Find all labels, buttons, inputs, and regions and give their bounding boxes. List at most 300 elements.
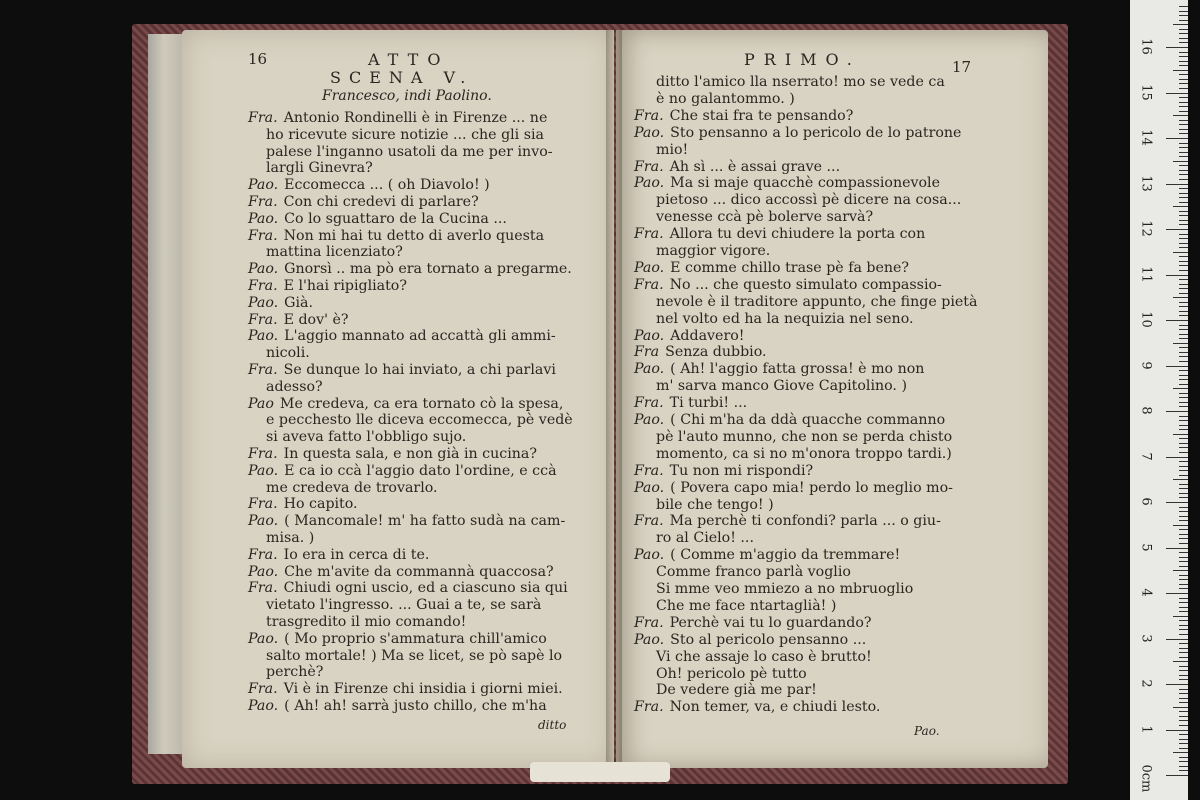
ruler-tick [1166,229,1188,230]
text-line [656,429,952,445]
ruler-tick [1179,234,1188,235]
line-text: ho ricevute sicure notizie ... che gli sia [266,126,545,143]
speaker-label: Pao. [634,327,665,344]
page-number-left: 16 [248,50,268,68]
speaker-label: Fra. [634,276,664,293]
line-text: ( Mo proprio s'ammatura chill'amico [284,630,547,647]
ruler-tick [1179,179,1188,180]
ruler-tick [1179,165,1188,166]
text-line [248,513,565,529]
ruler-tick [1179,543,1188,544]
line-text: trasgredito il mio comando! [266,614,467,630]
ruler-tick [1179,133,1188,134]
running-head-right: PRIMO. [744,50,861,69]
text-line [656,294,977,310]
ruler-tick [1179,279,1188,280]
ruler-tick [1179,520,1188,521]
running-head-left: ATTO [368,50,450,69]
line-text: Ah sì ... è assai grave ... [669,158,841,175]
ruler-tick [1179,666,1188,667]
page-number-right: 17 [952,58,972,76]
ruler-tick [1166,457,1188,458]
ruler-tick [1166,548,1188,549]
line-text: Sto al pericolo pensanno ... [670,631,867,648]
line-text: Vi che assaje lo caso è brutto! [656,648,872,665]
text-line [248,362,556,378]
ruler-tick [1179,625,1188,626]
ruler-tick [1179,397,1188,398]
ruler-tick [1166,639,1188,640]
ruler-label: 7 [1138,451,1154,461]
speaker-label: Fra. [634,226,664,243]
line-text: vietato l'ingresso. ... Guai a te, se sarà [266,597,542,614]
ruler-label: 14 [1138,129,1154,146]
ruler-tick [1179,493,1188,494]
speaker-label: Pao. [634,479,665,496]
book-gutter [606,30,622,768]
ruler-tick [1173,252,1188,253]
line-text: è no galantommo. ) [656,90,795,107]
ruler-tick [1179,270,1188,271]
line-text: Si mme veo mmiezo a no mbruoglio [656,581,914,597]
speaker-label: Fra. [248,110,278,126]
text-line [656,142,688,158]
ruler-tick [1179,675,1188,676]
line-text: E dov' è? [283,311,349,328]
speaker-label: Pao. [248,698,279,714]
ruler-tick [1179,384,1188,385]
ruler-tick [1179,193,1188,194]
ruler-tick [1166,730,1188,731]
right-page [616,30,1048,768]
text-line [634,125,961,141]
ruler-tick [1179,620,1188,621]
ruler-tick [1179,111,1188,112]
text-line [656,74,945,90]
speaker-label: Pao. [248,261,279,278]
ruler-tick [1179,129,1188,130]
ruler-tick [1179,97,1188,98]
ruler-tick [1179,657,1188,658]
ruler-tick [1173,161,1188,162]
speaker-label: Fra. [634,395,664,412]
text-line [248,211,507,227]
text-line [634,632,866,648]
text-line [656,530,754,546]
text-line [634,108,853,124]
text-line [656,564,851,580]
line-text: ro al Cielo! ... [656,530,754,547]
speaker-label: Fra. [248,278,278,294]
ruler-tick [1179,11,1188,12]
ruler-tick [1179,174,1188,175]
ruler-tick [1179,743,1188,744]
ruler-tick [1179,243,1188,244]
text-line [248,564,554,580]
ruler-tick [1179,79,1188,80]
speaker-label: Fra. [248,446,278,462]
ruler-tick [1173,297,1188,298]
ruler-tick [1173,343,1188,344]
ruler-tick [1179,20,1188,21]
ruler-tick [1179,106,1188,107]
ruler-tick [1173,525,1188,526]
ruler-label: 10 [1138,311,1154,328]
ruler-tick [1179,52,1188,53]
speaker-label: Pao [248,395,274,412]
ruler-tick [1179,579,1188,580]
line-text: Ma si maje quacchè compassionevole [670,175,940,192]
ruler-tick [1179,484,1188,485]
ruler-tick [1179,488,1188,489]
line-text: misa. ) [266,530,315,546]
ruler-tick [1179,748,1188,749]
ruler-tick [1179,461,1188,462]
ruler-tick [1179,698,1188,699]
text-line [248,177,490,193]
line-text: Sto pensanno a lo pericolo de lo patrone [670,124,962,141]
text-line [634,175,940,191]
ruler-tick [1179,375,1188,376]
text-line [248,228,544,244]
speaker-label: Pao. [248,177,279,194]
ruler-tick [1179,420,1188,421]
ruler-tick [1179,188,1188,189]
ruler-tick [1166,593,1188,594]
line-text: mattina licenziato? [266,244,403,261]
ruler-tick [1173,661,1188,662]
ruler-tick [1179,61,1188,62]
text-line [634,699,880,715]
ruler-tick [1179,770,1188,771]
text-line [634,412,945,428]
ruler-tick [1179,648,1188,649]
ruler-tick [1179,516,1188,517]
ruler-tick [1179,584,1188,585]
line-text: Gnorsì .. ma pò era tornato a pregarme. [284,261,572,278]
text-line [248,328,556,344]
ruler-tick [1179,156,1188,157]
line-text: ( Ah! l'aggio fatta grossa! è mo non [670,361,925,378]
ruler-tick [1179,265,1188,266]
ruler-tick [1179,598,1188,599]
text-line [266,614,466,630]
line-text: momento, ca si no m'onora troppo tardi.) [656,445,952,462]
line-text: largli Ginevra? [266,160,373,177]
text-line [266,530,314,546]
ruler-tick [1179,361,1188,362]
line-text: Comme franco parlà voglio [656,564,851,581]
text-line [248,278,407,294]
ruler-tick [1179,42,1188,43]
line-text: Addavero! [670,327,745,344]
line-text: nevole è il traditore appunto, che finge pietà [656,293,978,310]
line-text: perchè? [266,664,324,681]
ruler-tick [1179,507,1188,508]
ruler-tick [1166,684,1188,685]
speaker-label: Fra. [248,362,278,378]
line-text: E l'hai ripigliato? [283,278,407,294]
ruler-label: 15 [1138,83,1154,101]
line-text: Vi è in Firenze chi insidia i giorni miei. [283,681,563,698]
speaker-label: Pao. [634,175,665,192]
speaker-label: Fra. [248,580,278,597]
ruler-tick [1173,570,1188,571]
ruler-tick [1179,152,1188,153]
cast-line: Francesco, indi Paolino. [322,88,492,104]
line-text: Senza dubbio. [665,344,767,361]
ruler-tick [1179,65,1188,66]
speaker-label: Pao. [634,547,665,564]
ruler-label: 3 [1138,633,1154,643]
line-text: Che me face ntartaglià! ) [656,597,837,614]
speaker-label: Fra. [248,227,278,244]
ruler-tick [1179,757,1188,758]
ruler-tick [1173,70,1188,71]
line-text: ( Comme m'aggio da tremmare! [670,547,901,564]
text-line [634,361,924,377]
line-text: Ti turbi! ... [669,395,748,412]
ruler-tick [1179,6,1188,7]
ruler-tick [1179,325,1188,326]
ruler-tick [1179,566,1188,567]
text-line [656,649,872,665]
ruler-label: 13 [1138,174,1154,192]
text-line [248,396,563,412]
line-text: Già. [284,294,314,311]
text-line [634,344,767,360]
ruler-tick [1179,602,1188,603]
text-line [656,497,774,513]
text-line [248,631,547,647]
line-text: Tu non mi rispondi? [669,462,814,479]
text-line [634,277,942,293]
line-text: Non temer, va, e chiudi lesto. [669,699,881,716]
line-text: L'aggio mannato ad accattà gli ammi- [284,328,556,345]
text-line [634,513,941,529]
ruler-tick [1179,38,1188,39]
ruler-tick [1179,288,1188,289]
text-line [266,480,438,496]
speaker-label: Fra. [634,107,664,124]
ruler-tick [1179,429,1188,430]
ruler-tick [1179,402,1188,403]
ruler-label: 1 [1138,724,1154,734]
line-text: pietoso ... dico accossì pè dicere na cosa... [656,192,962,209]
speaker-label: Pao. [634,631,665,648]
line-text: No ... che questo simulato compassio- [669,276,942,293]
ruler-tick [1166,502,1188,503]
line-text: Che m'avite da commannà quaccosa? [284,563,554,580]
ruler-label: 12 [1138,220,1154,237]
ruler-tick [1179,29,1188,30]
ruler-tick [1179,552,1188,553]
speaker-label: Fra. [634,513,664,530]
ruler-tick [1179,170,1188,171]
ruler-label: 4 [1138,588,1154,597]
ruler-tick [1179,557,1188,558]
ruler-tick [1173,707,1188,708]
text-line [634,328,744,344]
line-text: Oh! pericolo pè tutto [656,665,807,682]
ruler-tick [1166,93,1188,94]
ruler-tick [1179,315,1188,316]
text-line [248,110,547,126]
speaker-label: Fra. [248,496,278,513]
ruler-tick [1179,447,1188,448]
ruler-tick [1166,275,1188,276]
ruler-tick [1179,575,1188,576]
catchword-right: Pao. [914,724,940,738]
ruler-tick [1179,425,1188,426]
line-text: Perchè vai tu lo guardando? [669,614,872,631]
ruler-tick [1166,47,1188,48]
speaker-label: Pao. [248,462,279,479]
line-text: pè l'auto munno, che non se perda chisto [656,428,953,445]
line-text: Se dunque lo hai inviato, a chi parlavi [283,362,556,378]
line-text: Allora tu devi chiudere la porta con [669,226,926,243]
ruler-label: 8 [1138,406,1154,415]
ruler-tick [1179,215,1188,216]
text-line [634,615,872,631]
ruler-tick [1179,534,1188,535]
text-line [634,547,900,563]
ruler-tick [1179,211,1188,212]
speaker-label: Pao. [634,124,665,141]
ruler-tick [1179,202,1188,203]
ruler-tick [1173,752,1188,753]
ruler-tick [1179,702,1188,703]
ruler-label: 11 [1138,265,1154,283]
ruler-tick [1179,761,1188,762]
ruler-tick [1166,320,1188,321]
ruler-tick [1179,643,1188,644]
text-line [634,260,909,276]
ruler-label: 6 [1138,497,1154,506]
ruler-tick [1179,679,1188,680]
ruler-tick [1179,256,1188,257]
line-text: nicoli. [266,345,310,362]
line-text: venesse ccà pè bolerve sarvà? [656,209,874,226]
line-text: salto mortale! ) Ma se licet, se pò sapè lo [266,647,563,664]
ruler-tick [1179,284,1188,285]
ruler-tick [1179,329,1188,330]
text-line [656,192,961,208]
ruler-tick [1179,393,1188,394]
ruler-tick [1166,411,1188,412]
line-text: E comme chillo trase pè fa bene? [670,259,910,276]
ruler-tick [1179,725,1188,726]
ruler-tick [1179,511,1188,512]
ruler-tick [1179,15,1188,16]
text-line [656,682,817,698]
ruler-tick [1179,74,1188,75]
speaker-label: Fra. [248,681,278,698]
ruler-tick [1179,689,1188,690]
ruler-tick [1166,138,1188,139]
speaker-label: Pao. [248,563,279,580]
ruler-tick [1179,497,1188,498]
ruler-tick [1179,247,1188,248]
speaker-label: Pao. [634,361,665,378]
ruler-tick [1179,693,1188,694]
ruler-tick [1179,734,1188,735]
text-line [656,378,907,394]
line-text: ( Ah! ah! sarrà justo chillo, che m'ha [284,698,547,714]
speaker-label: Pao. [634,259,665,276]
ruler-tick [1179,443,1188,444]
speaker-label: Fra. [634,462,664,479]
ruler-tick [1179,224,1188,225]
text-line [656,598,836,614]
speaker-label: Pao. [634,412,665,428]
ruler-tick [1179,466,1188,467]
ruler-label: 9 [1138,360,1154,370]
ruler-tick [1179,720,1188,721]
ruler-tick [1179,306,1188,307]
ruler-tick [1179,652,1188,653]
text-line [634,480,953,496]
line-text: Chiudi ogni uscio, ed a ciascuno sia qui [283,580,568,597]
text-line [656,446,952,462]
text-line [266,664,323,680]
ruler-tick [1166,184,1188,185]
catchword-left: ditto [538,718,567,732]
text-line [266,648,562,664]
ruler-tick [1179,347,1188,348]
line-text: ditto l'amico lla nserrato! mo se vede ca [656,74,945,90]
line-text: ( Povera capo mia! perdo lo meglio mo- [670,479,953,496]
ruler-tick [1179,629,1188,630]
ruler-tick [1179,716,1188,717]
ruler-tick [1179,588,1188,589]
ruler-tick [1179,611,1188,612]
text-line [634,395,747,411]
ruler-tick [1179,475,1188,476]
ruler-tick [1179,352,1188,353]
ruler-tick [1179,56,1188,57]
ruler-tick [1179,220,1188,221]
ruler-tick [1179,124,1188,125]
text-line [248,698,547,714]
ruler-tick [1173,388,1188,389]
ruler-tick [1179,102,1188,103]
text-line [634,226,925,242]
left-page [182,30,614,768]
speaker-label: Fra. [248,194,278,210]
line-text: De vedere già me par! [656,682,817,699]
ruler-tick [1179,561,1188,562]
ruler-tick [1179,739,1188,740]
text-line [266,127,544,143]
speaker-label: Pao. [248,210,279,227]
text-line [634,463,813,479]
text-line [266,412,573,428]
text-line [248,681,563,697]
ruler-tick [1179,197,1188,198]
speaker-label: Pao. [248,294,279,311]
line-text: bile che tengo! ) [656,496,774,513]
ruler-tick [1179,711,1188,712]
ruler-tick [1179,538,1188,539]
text-line [656,91,795,107]
text-line [248,194,479,210]
text-line [266,144,553,160]
ruler-tick [1179,147,1188,148]
line-text: E ca io ccà l'aggio dato l'ordine, e ccà [284,462,557,479]
ruler-tick [1179,438,1188,439]
ruler-tick [1179,370,1188,371]
